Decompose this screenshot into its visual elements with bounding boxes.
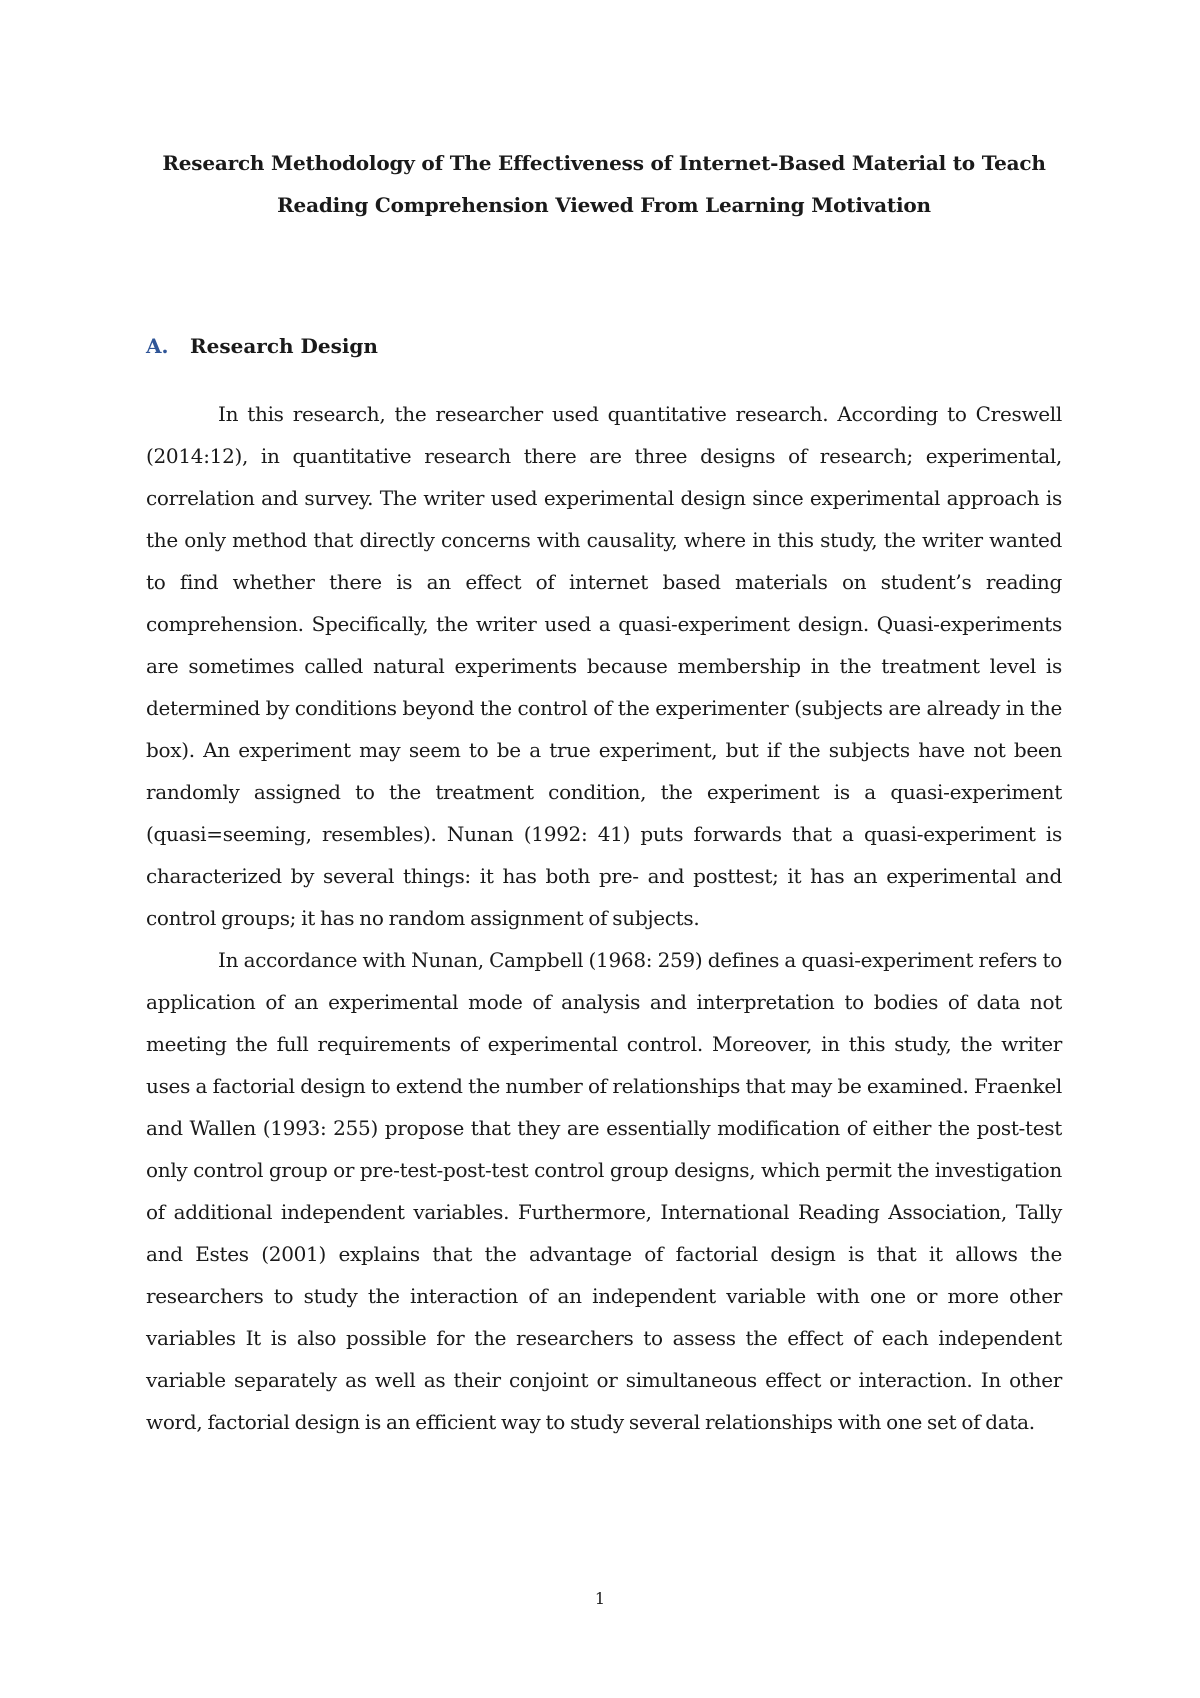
- page-number: 1: [594, 1589, 606, 1608]
- section-heading-text: Research Design: [190, 334, 378, 358]
- section-body: [146, 393, 1062, 1443]
- page-title: [146, 142, 1062, 226]
- paragraph-2: In accordance with Nunan, Campbell (1968: 259) defines a quasi-experiment refers to application of an experimental mode of analysis and interpretation to bodies of data not meeting the full requirements of experimental control. Moreover, in this study, the writer uses a factorial design to extend the number of relationships that may be examined. Fraenkel and Wallen (1993: 255) propose that they are essentially modification of either the post-test only control group or pre-test-post-test control group designs, which permit the investigation of additional independent variables. Furthermore, International Reading Association, Tally and Estes (2001) explains that the advantage of factorial design is that it allows the researchers to study the interaction of an independent variable with one or more other variables It is also possible for the researchers to assess the effect of each independent variable separately as well as their conjoint or simultaneous effect or interaction. In other word, factorial design is an efficient way to study several relationships with one set of data.: [146, 948, 1062, 1434]
- paragraph-1: In this research, the researcher used quantitative research. According to Creswell (2014:12), in quantitative research there are three designs of research; experimental, correlation and survey. The writer used experimental design since experimental approach is the only method that directly concerns with causality, where in this study, the writer wanted to find whether there is an effect of internet based materials on student’s reading comprehension. Specifically, the writer used a quasi-experiment design. Quasi-experiments are sometimes called natural experiments because membership in the treatment level is determined by conditions beyond the control of the experimenter (subjects are already in the box). An experiment may seem to be a true experiment, but if the subjects have not been randomly assigned to the treatment condition, the experiment is a quasi-experiment (quasi=seeming, resembles). Nunan (1992: 41) puts forwards that a quasi-experiment is characterized by several things: it has both pre- and posttest; it has an experimental and control groups; it has no random assignment of subjects.: [146, 402, 1062, 930]
- title-line-2: Reading Comprehension Viewed From Learning Motivation: [277, 193, 931, 217]
- title-line-1: Research Methodology of The Effectiveness of Internet-Based Material to Teach: [162, 151, 1046, 175]
- section-heading: [146, 332, 378, 360]
- section-marker: A.: [146, 334, 169, 358]
